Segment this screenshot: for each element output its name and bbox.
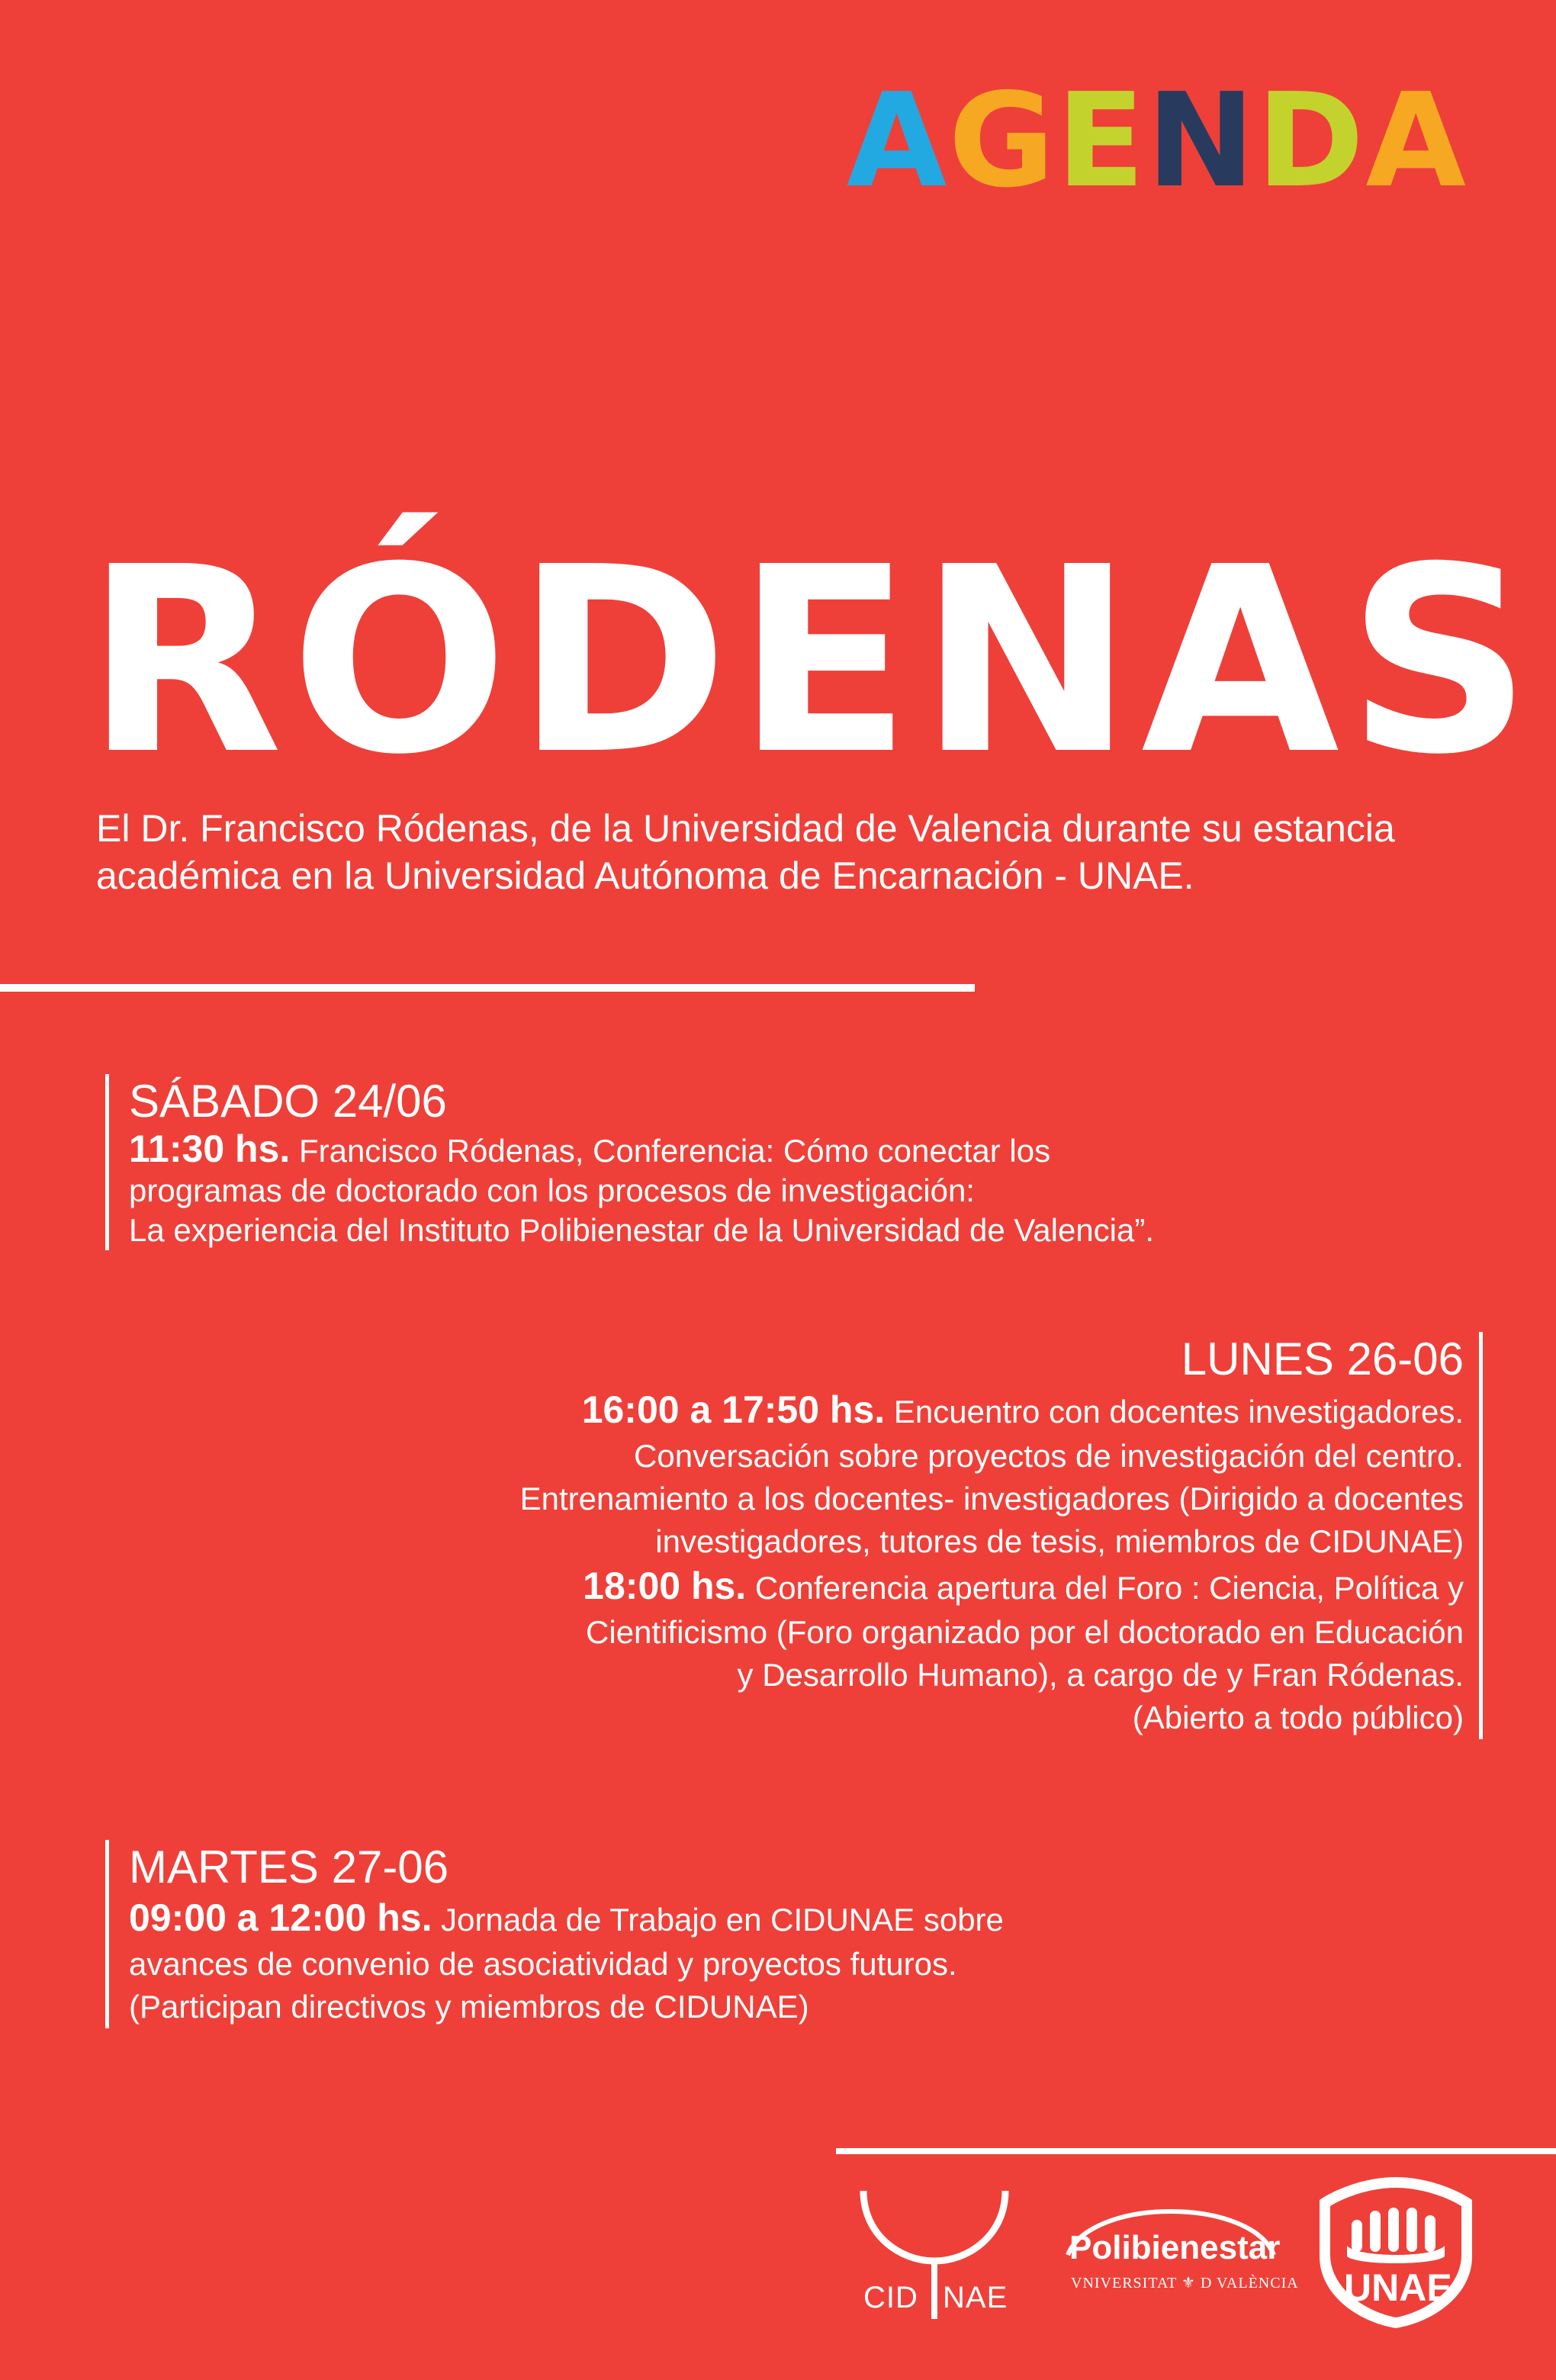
- event-day: SÁBADO 24/06: [129, 1076, 447, 1127]
- event-line: programas de doctorado con los procesos de investigación:: [129, 1172, 975, 1208]
- intro-line: académica en la Universidad Autónoma de Encarnación - UNAE.: [96, 854, 1194, 897]
- intro-text: [96, 805, 1507, 899]
- agenda-letter: A: [1365, 66, 1468, 217]
- event-block-lunes: [520, 1332, 1483, 1739]
- event-line: Entrenamiento a los docentes- investigadores (Dirigido a docentes: [519, 1481, 1464, 1516]
- event-time: 09:00 a 12:00 hs.: [129, 1896, 432, 1939]
- unae-text: UNAE: [1344, 2266, 1452, 2309]
- agenda-letter: D: [1256, 66, 1366, 217]
- page-title: RÓDENAS: [85, 513, 1540, 811]
- event-block-martes: [105, 1840, 1004, 2028]
- agenda-letter: E: [1056, 66, 1147, 217]
- event-line: avances de convenio de asociatividad y proyectos futuros.: [129, 1946, 957, 1982]
- event-line: (Participan directivos y miembros de CIDUNAE): [129, 1989, 809, 2025]
- polibienestar-logo: [1060, 2182, 1299, 2327]
- event-text: Jornada de Trabajo en CIDUNAE sobre: [441, 1902, 1004, 1938]
- cidunae-text-left: CID: [863, 2281, 918, 2314]
- event-text: Conferencia apertura del Foro : Ciencia, Política y: [754, 1570, 1464, 1606]
- event-time: 16:00 a 17:50 hs.: [581, 1388, 886, 1431]
- agenda-letter: N: [1146, 66, 1257, 217]
- event-line: [129, 1895, 1004, 1943]
- event-time: 18:00 hs.: [583, 1565, 747, 1607]
- event-text: Francisco Ródenas, Conferencia: Cómo conectar los: [298, 1133, 1051, 1169]
- event-line: Conversación sobre proyectos de investigación del centro.: [634, 1438, 1464, 1474]
- event-line: [520, 1563, 1464, 1611]
- polibienestar-name: Polibienestar: [1069, 2229, 1281, 2266]
- event-line: [129, 1129, 1154, 1171]
- event-line: [520, 1387, 1464, 1435]
- event-time: 11:30 hs.: [129, 1127, 291, 1170]
- event-line: y Desarrollo Humano), a cargo de y Fran Ródenas.: [737, 1657, 1464, 1693]
- event-day: MARTES 27-06: [129, 1841, 449, 1893]
- footer-divider: [836, 2148, 1556, 2154]
- intro-line: El Dr. Francisco Ródenas, de la Universidad de Valencia durante su estancia: [96, 807, 1395, 850]
- event-line: (Abierto a todo público): [1132, 1700, 1464, 1735]
- event-day: LUNES 26-06: [1181, 1333, 1464, 1385]
- event-line: La experiencia del Instituto Polibienestar de la Universidad de Valencia”.: [129, 1212, 1155, 1248]
- event-line: investigadores, tutores de tesis, miembros de CIDUNAE): [655, 1523, 1464, 1559]
- cidunae-logo: [847, 2182, 1022, 2327]
- agenda-heading: [846, 66, 1468, 217]
- event-line: Cientificismo (Foro organizado por el doctorado en Educación: [586, 1614, 1464, 1650]
- agenda-letter: G: [948, 66, 1056, 217]
- event-block-sabado: [105, 1074, 1154, 1250]
- polibienestar-university: VNIVERSITAT ⚜ D VALÈNCIA: [1071, 2275, 1299, 2292]
- event-text: Encuentro con docentes investigadores.: [893, 1394, 1464, 1430]
- unae-logo: [1312, 2173, 1480, 2333]
- divider: [0, 984, 975, 992]
- cidunae-text-right: NAE: [943, 2281, 1008, 2314]
- agenda-letter: A: [846, 66, 949, 217]
